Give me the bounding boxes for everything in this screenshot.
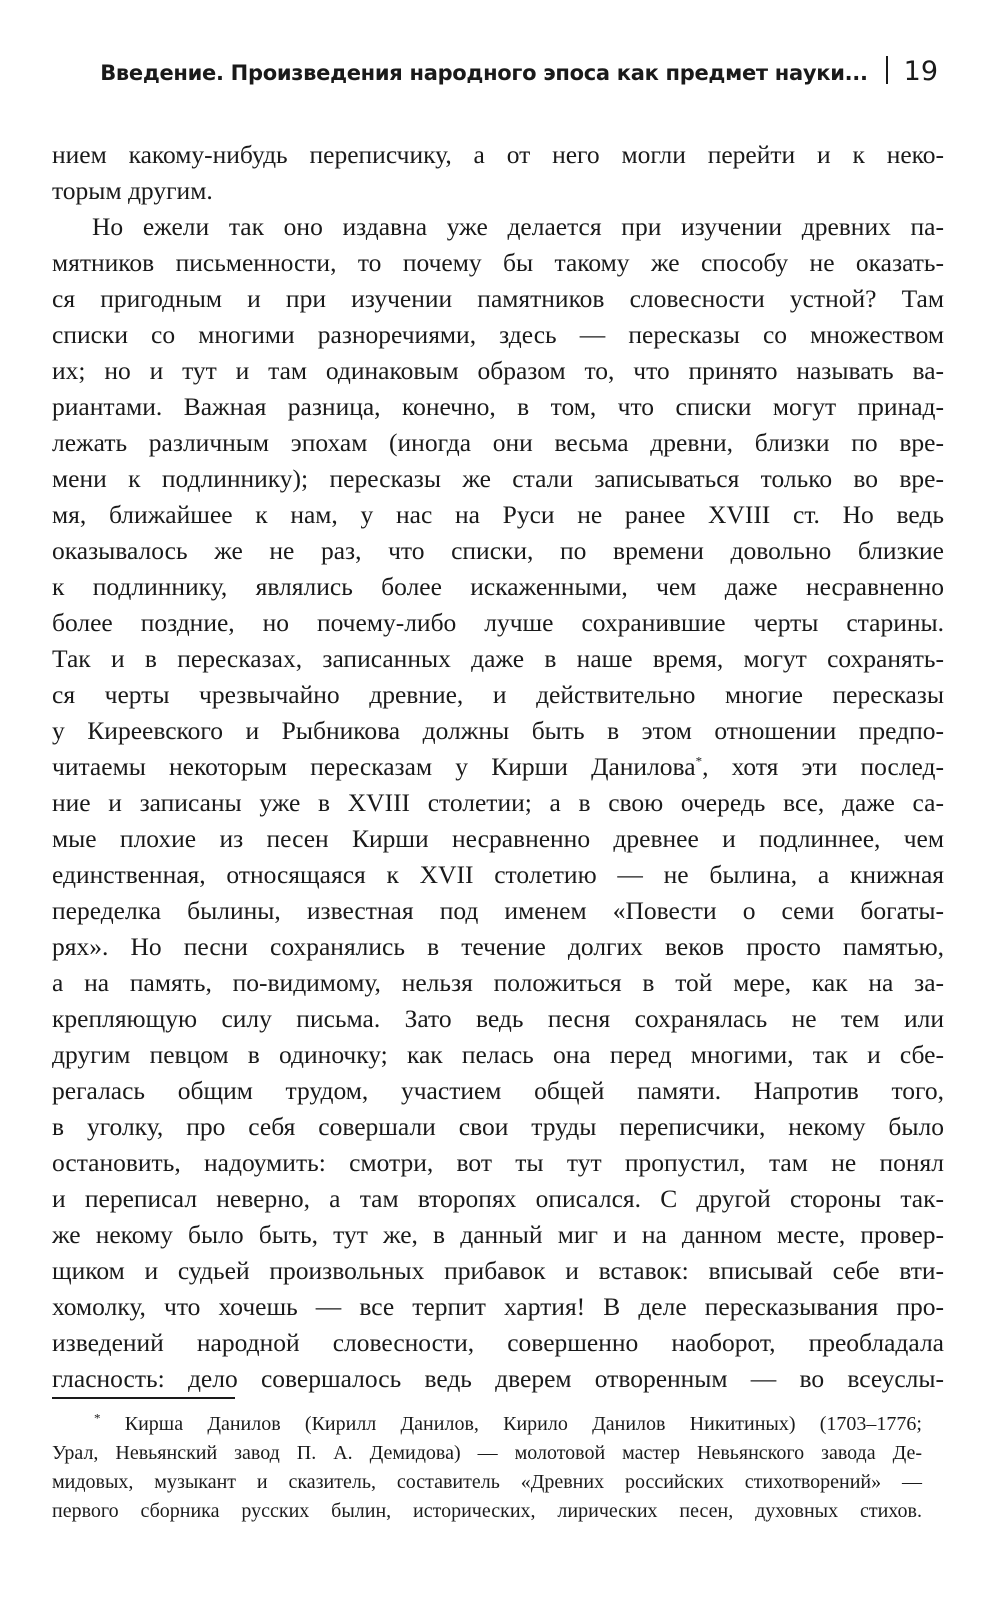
text-line: у Киреевского и Рыбникова должны быть в этом отношении предпо-: [52, 716, 944, 745]
text-line: нием какому-нибудь переписчику, а от него могли перейти и к неко-: [52, 140, 944, 169]
text-line: и переписал неверно, а там второпях описался. С другой стороны так-: [52, 1184, 944, 1213]
text-line: мени к подлиннику); пересказы же стали записываться только во вре-: [52, 464, 944, 493]
text-line: единственная, относящаяся к XVII столетию — не былина, а книжная: [52, 860, 944, 889]
header-separator: [886, 56, 888, 84]
text-line: остановить, надоумить: смотри, вот ты тут пропустил, там не понял: [52, 1148, 944, 1177]
footnote-line: Урал, Невьянский завод П. А. Демидова) — молотовой мастер Невьянского завода Де-: [52, 1442, 922, 1464]
text-line: хомолку, что хочешь — все терпит хартия! В деле пересказывания про-: [52, 1292, 944, 1321]
running-header: [0, 52, 938, 87]
text-line: а на память, по-видимому, нельзя положиться в той мере, как на за-: [52, 968, 944, 997]
footnote-line: мидовых, музыкант и сказитель, составитель «Древних российских стихотворений» —: [52, 1471, 922, 1493]
text-line: торым другим.: [52, 176, 213, 205]
text-line: мые плохие из песен Кирши несравненно древнее и подлиннее, чем: [52, 824, 944, 853]
running-header-title: Введение. Произведения народного эпоса как предмет науки...: [100, 61, 868, 85]
footnote-marker: *: [94, 1410, 101, 1426]
footnote-reference: *: [695, 753, 703, 769]
text-line: их; но и тут и там одинаковым образом то, что принято называть ва-: [52, 356, 944, 385]
text-line: мя, ближайшее к нам, у нас на Руси не ранее XVIII ст. Но ведь: [52, 500, 944, 529]
footnote-line: [52, 1410, 922, 1439]
text-line: регалась общим трудом, участием общей памяти. Напротив того,: [52, 1076, 944, 1105]
text-line: другим певцом в одиночку; как пелась она перед многими, так и сбе-: [52, 1040, 944, 1069]
footnote: [52, 1410, 922, 1526]
text-line: крепляющую силу письма. Зато ведь песня сохранялась не тем или: [52, 1004, 944, 1033]
text-line: [52, 749, 944, 785]
text-segment: , хотя эти послед-: [702, 752, 944, 781]
text-line: более поздние, но почему-либо лучше сохранившие черты старины.: [52, 608, 944, 637]
text-line: Так и в пересказах, записанных даже в наше время, могут сохранять-: [52, 644, 944, 673]
text-line: гласность: дело совершалось ведь дверем отворенным — во всеуслы-: [52, 1364, 944, 1393]
text-line: ся черты чрезвычайно древние, и действительно многие пересказы: [52, 680, 944, 709]
text-line: оказывалось же не раз, что списки, по времени довольно близкие: [52, 536, 944, 565]
text-line: ние и записаны уже в XVIII столетии; а в свою очередь все, даже са-: [52, 788, 944, 817]
footnote-divider: [52, 1397, 235, 1399]
text-line: риантами. Важная разница, конечно, в том, что списки могут принад-: [52, 392, 944, 421]
text-line: списки со многими разноречиями, здесь — пересказы со множеством: [52, 320, 944, 349]
text-line: рях». Но песни сохранялись в течение долгих веков просто памятью,: [52, 932, 944, 961]
footnote-text: Кирша Данилов (Кирилл Данилов, Кирило Данилов Никитиных) (1703–1776;: [124, 1413, 922, 1435]
text-line: изведений народной словесности, совершенно наоборот, преобладала: [52, 1328, 944, 1357]
footnote-line: первого сборника русских былин, исторических, лирических песен, духовных стихов.: [52, 1500, 922, 1522]
text-line: ся пригодным и при изучении памятников словесности устной? Там: [52, 284, 944, 313]
text-segment: читаемы некоторым пересказам у Кирши Данилова: [52, 752, 696, 781]
main-text: [52, 137, 944, 1397]
text-line: в уголку, про себя совершали свои труды переписчики, некому было: [52, 1112, 944, 1141]
text-line: Но ежели так оно издавна уже делается при изучении древних па-: [92, 212, 944, 241]
text-line: переделка былины, известная под именем «Повести о семи богаты-: [52, 896, 944, 925]
text-line: же некому было быть, тут же, в данный миг и на данном месте, провер-: [52, 1220, 944, 1249]
text-line: щиком и судьей произвольных прибавок и вставок: вписывай себе вти-: [52, 1256, 944, 1285]
text-line: мятников письменности, то почему бы такому же способу не оказать-: [52, 248, 944, 277]
page-number: 19: [903, 56, 938, 87]
text-line: лежать различным эпохам (иногда они весьма древни, близки по вре-: [52, 428, 944, 457]
text-line: к подлиннику, являлись более искаженными, чем даже несравненно: [52, 572, 944, 601]
